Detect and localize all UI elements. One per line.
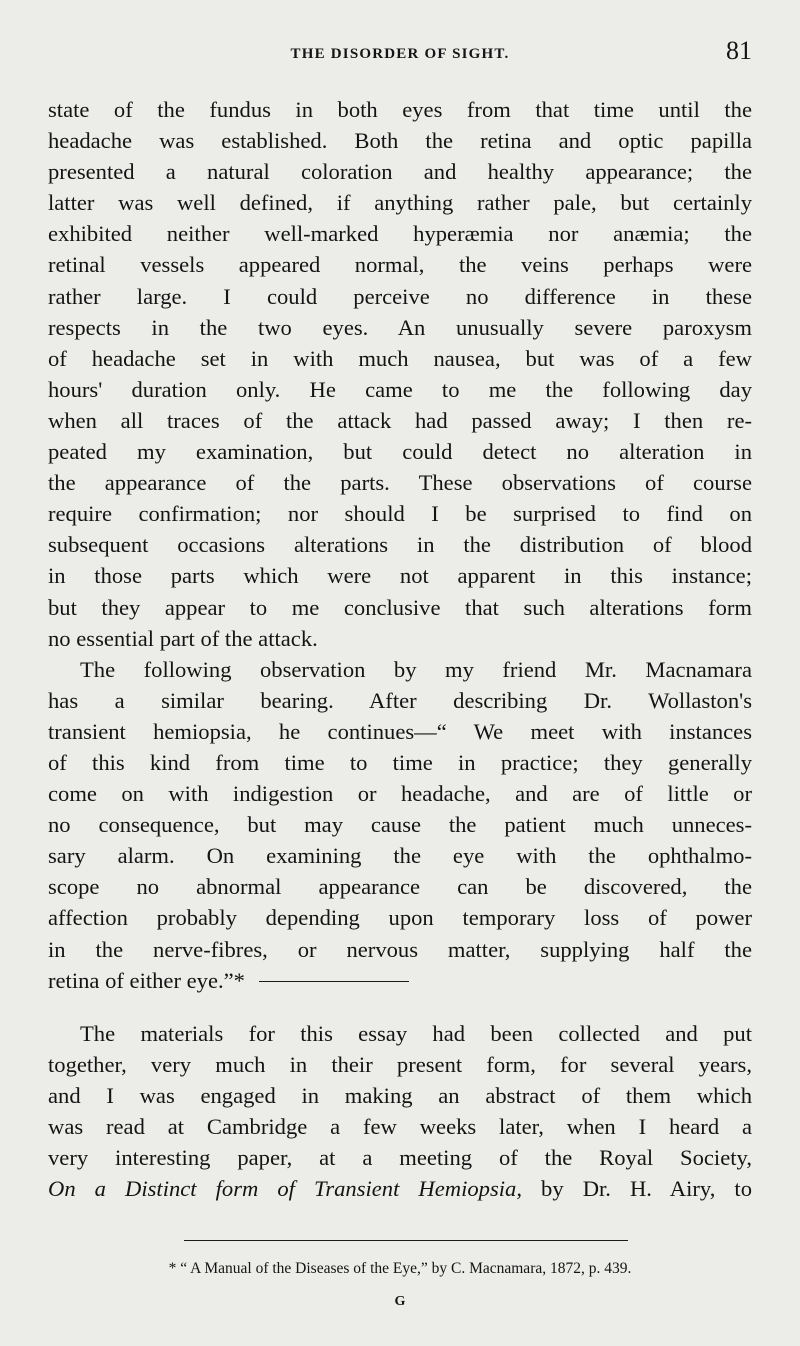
- text-line-with-rule: [48, 965, 752, 996]
- text-line: rather large. I could perceive no difference in these: [48, 283, 752, 309]
- text-line: together, very much in their present form, for several years,: [48, 1051, 752, 1077]
- text-line: headache was established. Both the retina and optic papilla: [48, 128, 752, 154]
- page-header: [48, 36, 752, 80]
- text-line: scope no abnormal appearance can be discovered, the: [48, 874, 752, 900]
- text-line: The following observation by my friend Mr. Macnamara: [80, 656, 752, 682]
- footnote: * “ A Manual of the Diseases of the Eye,” by C. Macnamara, 1872, p. 439.: [168, 1260, 632, 1277]
- text-line: require confirmation; nor should I be surprised to find on: [48, 501, 752, 527]
- text-line: and I was engaged in making an abstract of them which: [48, 1082, 752, 1108]
- signature-mark: G: [394, 1294, 406, 1309]
- text-line: was read at Cambridge a few weeks later, when I heard a: [48, 1114, 752, 1139]
- text-line: exhibited neither well-marked hyperæmia nor anæmia; the: [48, 221, 752, 247]
- section-gap: [48, 996, 752, 1018]
- page-number: 81: [726, 36, 752, 65]
- text-line: affection probably depending upon temporary loss of power: [48, 905, 752, 931]
- footnote-rule: [184, 1240, 628, 1241]
- text-line: retina of either eye.”*: [48, 967, 245, 993]
- text-line: sary alarm. On examining the eye with the ophthalmo-: [48, 843, 752, 869]
- text-line: no consequence, but may cause the patient much unneces-: [48, 812, 752, 838]
- running-head: THE DISORDER OF SIGHT.: [290, 46, 510, 62]
- text-line: very interesting paper, at a meeting of the Royal Society,: [48, 1145, 752, 1171]
- text-line: state of the fundus in both eyes from that time until the: [48, 97, 752, 122]
- text-line: no essential part of the attack.: [48, 625, 318, 651]
- text-line: in those parts which were not apparent in this instance;: [48, 563, 752, 589]
- text-line: in the nerve-fibres, or nervous matter, supplying half the: [48, 936, 752, 962]
- text-line: subsequent occasions alterations in the distribution of blood: [48, 532, 752, 558]
- text-line: retinal vessels appeared normal, the veins perhaps were: [48, 252, 752, 278]
- text-line: the appearance of the parts. These observations of course: [48, 470, 752, 496]
- text-line-with-title: [48, 1173, 752, 1204]
- text-line: peated my examination, but could detect no alteration in: [48, 439, 752, 465]
- text-line: by Dr. H. Airy, to: [521, 1176, 752, 1202]
- text-line: presented a natural coloration and healthy appearance; the: [48, 159, 752, 185]
- text-line: come on with indigestion or headache, and are of little or: [48, 781, 752, 807]
- body-text: [48, 94, 752, 1204]
- text-line: The materials for this essay had been collected and put: [80, 1020, 752, 1046]
- text-line: hours' duration only. He came to me the following day: [48, 376, 752, 402]
- text-line: when all traces of the attack had passed away; I then re-: [48, 407, 752, 433]
- text-line: transient hemiopsia, he continues—“ We meet with instances: [48, 718, 752, 744]
- text-line: respects in the two eyes. An unusually severe paroxysm: [48, 314, 752, 340]
- text-line: latter was well defined, if anything rather pale, but certainly: [48, 190, 752, 216]
- paper-title: On a Distinct form of Transient Hemiopsia,: [48, 1176, 522, 1202]
- text-line: has a similar bearing. After describing Dr. Wollaston's: [48, 687, 752, 713]
- text-line: of headache set in with much nausea, but was of a few: [48, 345, 752, 371]
- text-line: of this kind from time to time in practice; they generally: [48, 749, 752, 775]
- text-line: but they appear to me conclusive that such alterations form: [48, 594, 752, 620]
- section-rule: [259, 981, 409, 982]
